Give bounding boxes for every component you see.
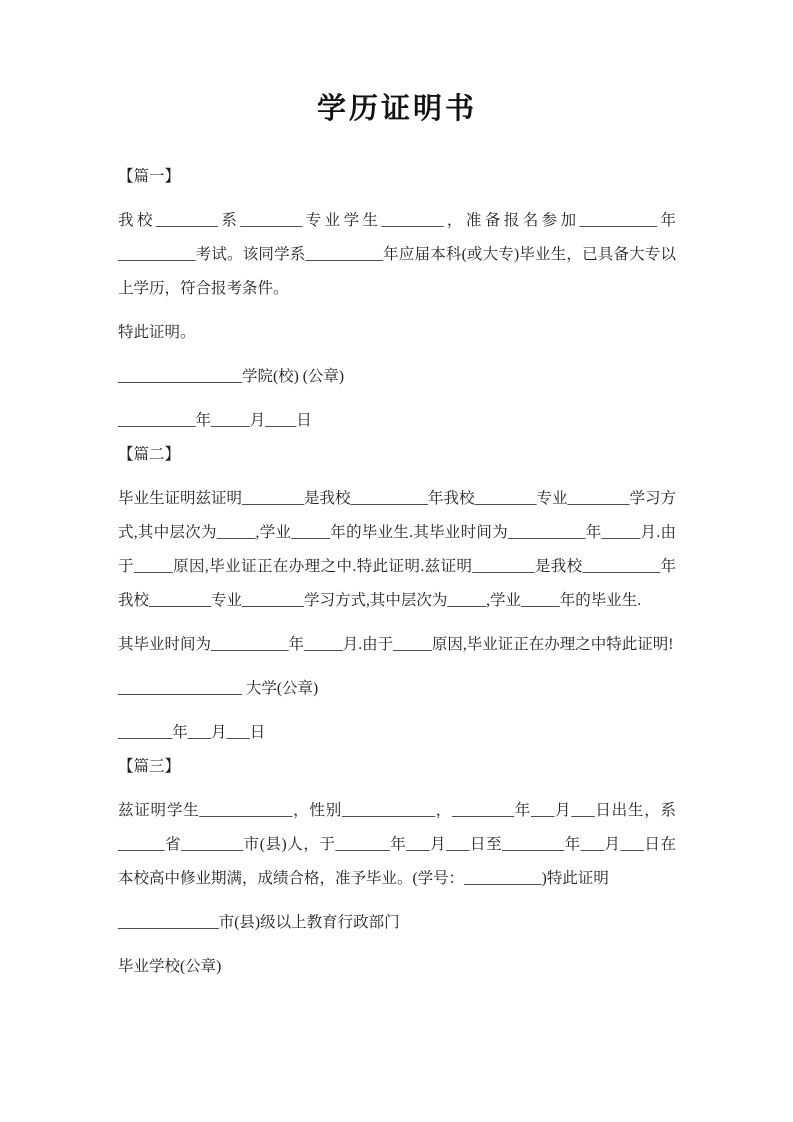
section-3 [118, 750, 676, 984]
section-2-paragraph-body: 毕业生证明兹证明________是我校__________年我校________专业________学习方式,其中层次为_____,学业_____年的毕业生.其毕业时间为__________年_____月.由于_____原因,毕业证正在办理之中.特此证明.兹证明________是我校__________年我校________专业________学习方式,其中层次为_____,学业_____年的毕业生. [118, 490, 677, 609]
section-1-heading: 【篇一】 [118, 168, 181, 185]
section-3-school-seal-line: 毕业学校(公章) [118, 958, 222, 975]
section-2 [118, 438, 676, 750]
section-1-signature-line: ________________学院(校) (公章) [118, 368, 345, 385]
section-1-date-line: __________年_____月____日 [118, 412, 312, 429]
section-2-heading: 【篇二】 [118, 446, 181, 463]
section-1-paragraph-body: 我校________系________专业学生________，准备报名参加__________年__________考试。该同学系__________年应届本科(或大专)毕业生，已具备大专以上学历，符合报考条件。 [118, 212, 676, 297]
section-3-paragraph-body: 兹证明学生____________，性别____________，________年___月___日出生，系______省________市(县)人，于_______年___月___日至________年___月___日在本校高中修业期满，成绩合格，准予毕业。(学号：__________)特此证明 [118, 802, 676, 887]
section-2-paragraph-body-2: 其毕业时间为__________年_____月.由于_____原因,毕业证正在办理之中特此证明! [118, 636, 674, 653]
section-2-signature-line: ________________ 大学(公章) [118, 680, 319, 697]
section-3-authority-line: _____________市(县)级以上教育行政部门 [118, 914, 400, 931]
section-2-date-line: _______年___月___日 [118, 724, 266, 741]
section-1 [118, 160, 676, 438]
section-1-certify-line: 特此证明。 [118, 324, 196, 341]
document-title: 学历证明书 [316, 93, 477, 125]
section-3-heading: 【篇三】 [118, 758, 181, 775]
